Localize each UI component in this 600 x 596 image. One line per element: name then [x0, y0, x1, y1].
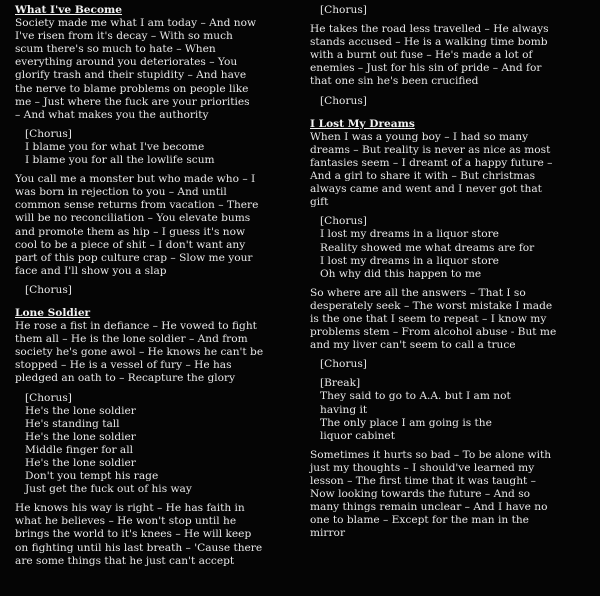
break-label: [Break] [320, 377, 361, 390]
break-lyrics: They said to go to A.A. but I am not having it The only place I am going is the liquor cabinet [320, 390, 511, 442]
chorus-ref: [Chorus] [320, 94, 367, 107]
verse: Society made me what I am today – And now I've risen from it's decay – With so much scum there's so much to hate – When everything around you deteriorates – You glorify trash and their stupidity – And have the nerve to blame problems on people like me – Just where the fuck are your priorities – And what makes you the authority [15, 17, 257, 121]
chorus-ref: [Chorus] [320, 4, 367, 16]
song-title-lone-soldier: Lone Soldier [15, 306, 91, 319]
chorus-label: [Chorus] [320, 215, 367, 228]
verse: He knows his way is right – He has faith in what he believes – He won't stop until he brings the world to it's knees – He will keep on fighting until his last breath – 'Cause there are some things that he just can't accept [15, 502, 263, 567]
chorus-ref: [Chorus] [320, 358, 367, 371]
verse: He takes the road less travelled – He always stands accused – He is a walking time bomb with a burnt out fuse – He's made a lot of enemies – Just for his sin of pride – And for that one sin he's been crucified [310, 23, 549, 88]
right-column [310, 4, 588, 540]
left-column [15, 4, 291, 568]
chorus-lyrics: I lost my dreams in a liquor store Reality showed me what dreams are for I lost my dreams in a liquor store Oh why did this happen to me [320, 228, 535, 280]
chorus-lyrics: I blame you for what I've become I blame you for all the lowlife scum [25, 140, 215, 167]
verse: He rose a fist in defiance – He vowed to fight them all – He is the lone soldier – And from society he's gone awol – He knows he can't be stopped – He is a vessel of fury – He has pledged an oath to – Recapture the glory [15, 320, 264, 385]
chorus-label: [Chorus] [25, 391, 72, 404]
chorus-label: [Chorus] [25, 127, 72, 140]
verse: So where are all the answers – That I so desperately seek – The worst mistake I made is the one that I seem to repeat – I know my problems stem – From alcohol abuse - But me and my liver can't seem to call a truce [310, 286, 557, 352]
chorus-lyrics: He's the lone soldier He's standing tall He's the lone soldier Middle finger for all He's the lone soldier Don't you tempt his rage Just get the fuck out of his way [25, 404, 192, 496]
verse: You call me a monster but who made who – I was born in rejection to you – And until common sense returns from vacation – There will be no reconciliation – You elevate bums and promote them as hip – I guess it's now cool to be a piece of shit – I don't want any part of this pop culture crap – Slow me your face and I'll show you a slap [15, 173, 259, 277]
verse: Sometimes it hurts so bad – To be alone with just my thoughts – I should've learned my lesson – The first time that it was taught – Now looking towards the future – And so many things remain unclear – And I have no one to blame – Except for the man in the mirror [310, 448, 552, 540]
song-title-what-ive-become: What I've Become [15, 4, 122, 16]
song-title-i-lost-my-dreams: I Lost My Dreams [310, 117, 415, 130]
verse: When I was a young boy – I had so many dreams – But reality is never as nice as most fantasies seem – I dreamt of a happy future – And a girl to share it with – But christmas always came and went and I never got that gift [310, 130, 553, 209]
chorus-ref: [Chorus] [25, 283, 72, 296]
